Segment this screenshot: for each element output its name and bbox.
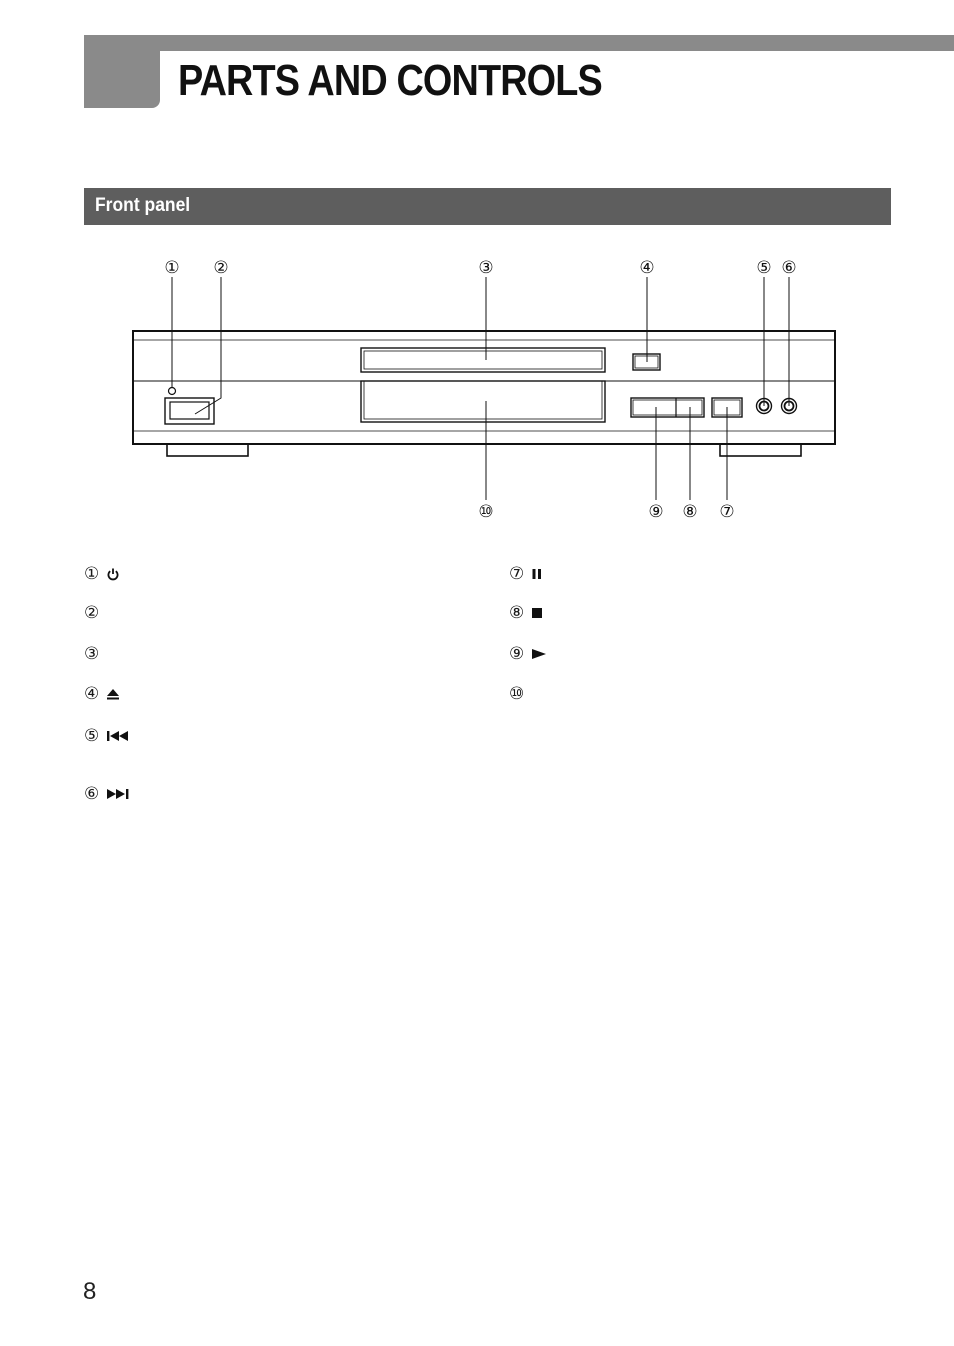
callout-4: ④ [639, 258, 655, 278]
play-icon [531, 648, 547, 660]
skip-back-icon [106, 730, 134, 742]
callout-6: ⑥ [781, 258, 797, 278]
display-window [361, 381, 605, 422]
callout-10: ⑩ [478, 502, 494, 522]
callout-5: ⑤ [756, 258, 772, 278]
stop-icon [531, 607, 543, 619]
legend-item-2: ② [84, 603, 100, 623]
callout-1: ① [164, 258, 180, 278]
legend-item-5: ⑤ [84, 725, 134, 747]
legend-item-7: ⑦ [509, 563, 543, 585]
callout-2: ② [213, 258, 229, 278]
legend-item-6: ⑥ [84, 783, 134, 805]
legend-item-4: ④ [84, 683, 120, 705]
legend-item-9: ⑨ [509, 643, 547, 665]
left-foot [167, 444, 248, 456]
callout-7: ⑦ [719, 502, 735, 522]
front-panel-diagram [0, 240, 954, 540]
section-title: Front panel [95, 195, 191, 216]
page-title: PARTS AND CONTROLS [178, 56, 602, 105]
legend-item-8: ⑧ [509, 602, 543, 624]
pause-icon [531, 568, 543, 580]
page-number: 8 [83, 1278, 97, 1305]
right-foot [720, 444, 801, 456]
standby-indicator [169, 388, 176, 395]
header-bar [84, 35, 954, 51]
eject-icon [106, 687, 120, 701]
skip-forward-icon [106, 788, 134, 800]
legend-item-10: ⑩ [509, 684, 525, 704]
callout-9: ⑨ [648, 502, 664, 522]
legend-item-3: ③ [84, 644, 100, 664]
header-tab [84, 35, 160, 108]
disc-tray [361, 348, 605, 372]
callout-3: ③ [478, 258, 494, 278]
legend-item-1: ① [84, 563, 120, 585]
callout-8: ⑧ [682, 502, 698, 522]
power-icon [106, 567, 120, 581]
section-header [84, 188, 891, 225]
play-stop-buttons [631, 398, 704, 417]
